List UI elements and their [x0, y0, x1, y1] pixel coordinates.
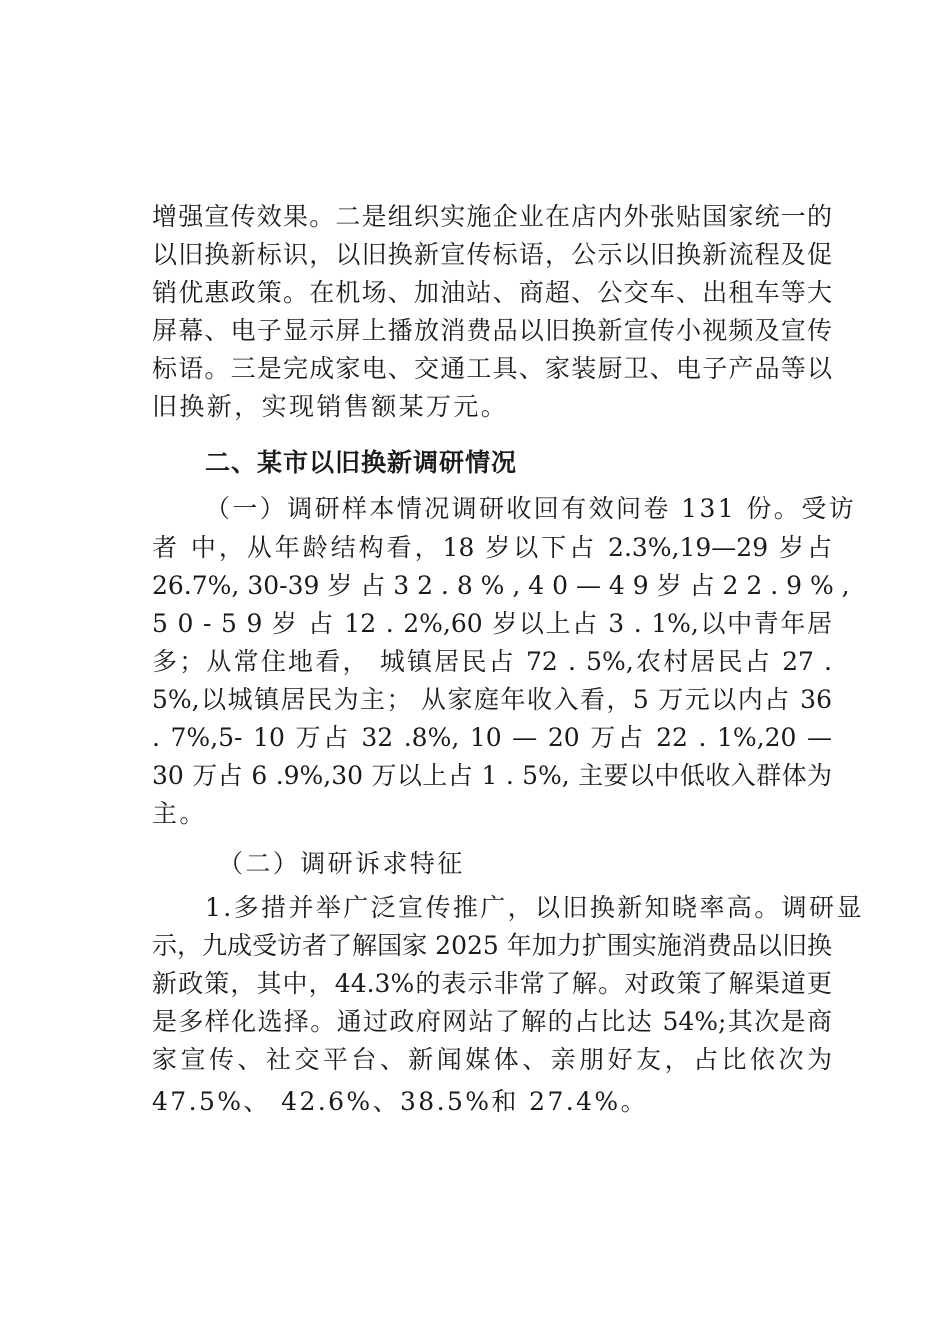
paragraph-line: 示，九成受访者了解国家 2025 年加力扩围实施消费品以旧换 — [152, 931, 832, 960]
paragraph-line: 30 万占 6 .9%,30 万以上占 1 . 5%, 主要以中低收入群体为 — [152, 761, 832, 790]
paragraph-line: 主。 — [152, 799, 207, 828]
paragraph-line: 1.多措并举广泛宣传推广，以旧换新知晓率高。调研显 — [205, 893, 864, 922]
paragraph-line: 标语。三是完成家电、交通工具、家装厨卫、电子产品等以 — [152, 354, 832, 383]
subsection-heading: （二）调研诉求特征 — [218, 849, 465, 878]
paragraph-line: （一）调研样本情况调研收回有效问卷 131 份。受访 — [205, 494, 857, 523]
paragraph-line: 以旧换新标识，以旧换新宣传标语，公示以旧换新流程及促 — [152, 240, 832, 269]
paragraph-line: 47.5%、 42.6%、38.5%和 27.4%。 — [152, 1087, 648, 1116]
paragraph-line: 者 中，从年龄结构看，18 岁以下占 2.3%,19—29 岁占 — [152, 533, 832, 562]
paragraph-line: 家宣传、社交平台、新闻媒体、亲朋好友，占比依次为 — [152, 1045, 832, 1074]
paragraph-line: 是多样化选择。通过政府网站了解的占比达 54%;其次是商 — [152, 1007, 832, 1036]
paragraph-line: 销优惠政策。在机场、加油站、商超、公交车、出租车等大 — [152, 278, 832, 307]
paragraph-line: 新政策，其中，44.3%的表示非常了解。对政策了解渠道更 — [152, 969, 832, 998]
paragraph-line: 5 0 - 5 9 岁 占 12 . 2%,60 岁以上占 3 . 1%,以中青年居 — [152, 609, 832, 638]
paragraph-line: 5%,以城镇居民为主； 从家庭年收入看，5 万元以内占 36 — [152, 685, 832, 714]
paragraph-line: 屏幕、电子显示屏上播放消费品以旧换新宣传小视频及宣传 — [152, 316, 832, 345]
section-heading: 二、某市以旧换新调研情况 — [205, 448, 518, 477]
paragraph-line: 增强宣传效果。二是组织实施企业在店内外张贴国家统一的 — [152, 202, 832, 231]
paragraph-line: 多；从常住地看， 城镇居民占 72 . 5%,农村居民占 27 . — [152, 647, 832, 676]
paragraph-line: 26.7%, 30-39 岁 占 3 2 . 8 % , 4 0 — 4 9 岁 占 2 2 . 9 % , — [152, 571, 850, 600]
paragraph-line: 旧换新，实现销售额某万元。 — [152, 392, 509, 421]
paragraph-line: . 7%,5- 10 万占 32 .8%, 10 — 20 万占 22 . 1%,20 — — [152, 723, 832, 752]
